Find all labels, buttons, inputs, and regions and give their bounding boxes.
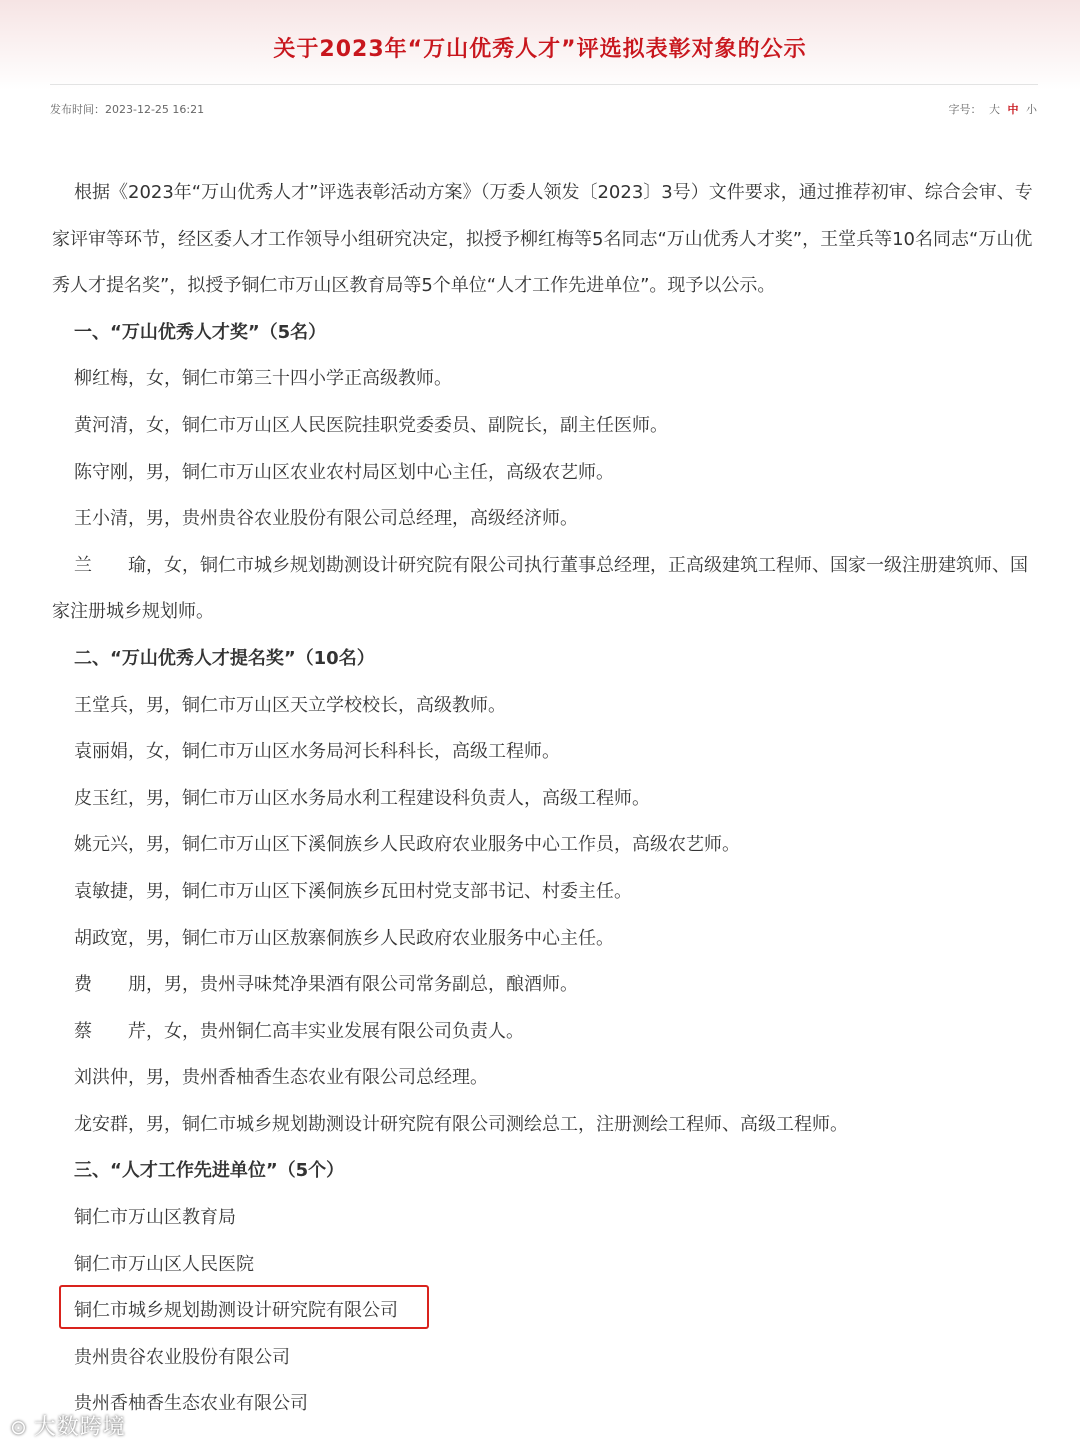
list-item: 柳红梅，女，铜仁市第三十四小学正高级教师。 bbox=[74, 368, 452, 390]
list-item: 袁敏捷，男，铜仁市万山区下溪侗族乡瓦田村党支部书记、村委主任。 bbox=[74, 880, 632, 902]
list-item: 龙安群，男，铜仁市城乡规划勘测设计研究院有限公司测绘总工，注册测绘工程师、高级工程师。 bbox=[74, 1113, 848, 1135]
section-heading-2: 二、“万山优秀人才提名奖”（10名） bbox=[74, 647, 375, 669]
watermark bbox=[10, 1410, 126, 1441]
article-content bbox=[52, 170, 1042, 1428]
font-size-medium-button[interactable]: 中 bbox=[1007, 103, 1019, 116]
list-item: 费 朋，男，贵州寻味梵净果酒有限公司常务副总，酿酒师。 bbox=[74, 974, 578, 996]
list-item: 王小清，男，贵州贵谷农业股份有限公司总经理，高级经济师。 bbox=[74, 508, 578, 530]
page-title: 关于2023年“万山优秀人才”评选拟表彰对象的公示 bbox=[273, 37, 807, 62]
list-item: 黄河清，女，铜仁市万山区人民医院挂职党委委员、副院长，副主任医师。 bbox=[74, 414, 668, 436]
unit-item: 铜仁市万山区教育局 bbox=[74, 1207, 236, 1229]
list-item: 刘洪仲，男，贵州香柚香生态农业有限公司总经理。 bbox=[74, 1067, 488, 1089]
list-item: 蔡 芹，女，贵州铜仁高丰实业发展有限公司负责人。 bbox=[74, 1020, 524, 1042]
list-item: 陈守刚，男，铜仁市万山区农业农村局区划中心主任，高级农艺师。 bbox=[74, 461, 614, 483]
watermark-text: 大数跨境 bbox=[33, 1415, 126, 1440]
weibo-logo-icon: ⊙ bbox=[10, 1415, 28, 1439]
unit-item: 铜仁市万山区人民医院 bbox=[74, 1253, 254, 1275]
highlight-box bbox=[59, 1285, 429, 1329]
title-divider bbox=[50, 84, 1038, 85]
publish-meta bbox=[50, 101, 204, 117]
font-size-small-button[interactable]: 小 bbox=[1026, 103, 1037, 116]
list-item: 皮玉红，男，铜仁市万山区水务局水利工程建设科负责人，高级工程师。 bbox=[74, 787, 650, 809]
list-item: 姚元兴，男，铜仁市万山区下溪侗族乡人民政府农业服务中心工作员，高级农艺师。 bbox=[74, 834, 740, 856]
section-heading-3: 三、“人才工作先进单位”（5个） bbox=[74, 1160, 345, 1182]
font-size-control bbox=[949, 101, 1038, 117]
publish-time-label: 发布时间： bbox=[50, 103, 105, 116]
intro-paragraph: 根据《2023年“万山优秀人才”评选表彰活动方案》（万委人领发〔2023〕3号）文件要求，通过推荐初审、综合会审、专家评审等环节，经区委人才工作领导小组研究决定，拟授予柳红梅等5名同志“万山优秀人才奖”，王堂兵等10名同志“万山优秀人才提名奖”，拟授予铜仁市万山区教育局等5个单位“人才工作先进单位”。现予以公示。 bbox=[52, 182, 1033, 297]
font-size-label: 字号： bbox=[948, 103, 982, 116]
unit-item-highlighted: 铜仁市城乡规划勘测设计研究院有限公司 bbox=[74, 1300, 398, 1322]
unit-item: 贵州香柚香生态农业有限公司 bbox=[74, 1393, 308, 1415]
publish-time: 2023-12-25 16:21 bbox=[105, 103, 205, 116]
list-item: 胡政宽，男，铜仁市万山区敖寨侗族乡人民政府农业服务中心主任。 bbox=[74, 927, 614, 949]
list-item: 兰 瑜，女，铜仁市城乡规划勘测设计研究院有限公司执行董事总经理，正高级建筑工程师、国家一级注册建筑师、国家注册城乡规划师。 bbox=[52, 554, 1028, 623]
font-size-large-button[interactable]: 大 bbox=[989, 103, 1000, 116]
list-item: 王堂兵，男，铜仁市万山区天立学校校长，高级教师。 bbox=[74, 694, 506, 716]
section-heading-1: 一、“万山优秀人才奖”（5名） bbox=[74, 321, 327, 343]
unit-item: 贵州贵谷农业股份有限公司 bbox=[74, 1346, 290, 1368]
list-item: 袁丽娟，女，铜仁市万山区水务局河长科科长，高级工程师。 bbox=[74, 741, 560, 763]
